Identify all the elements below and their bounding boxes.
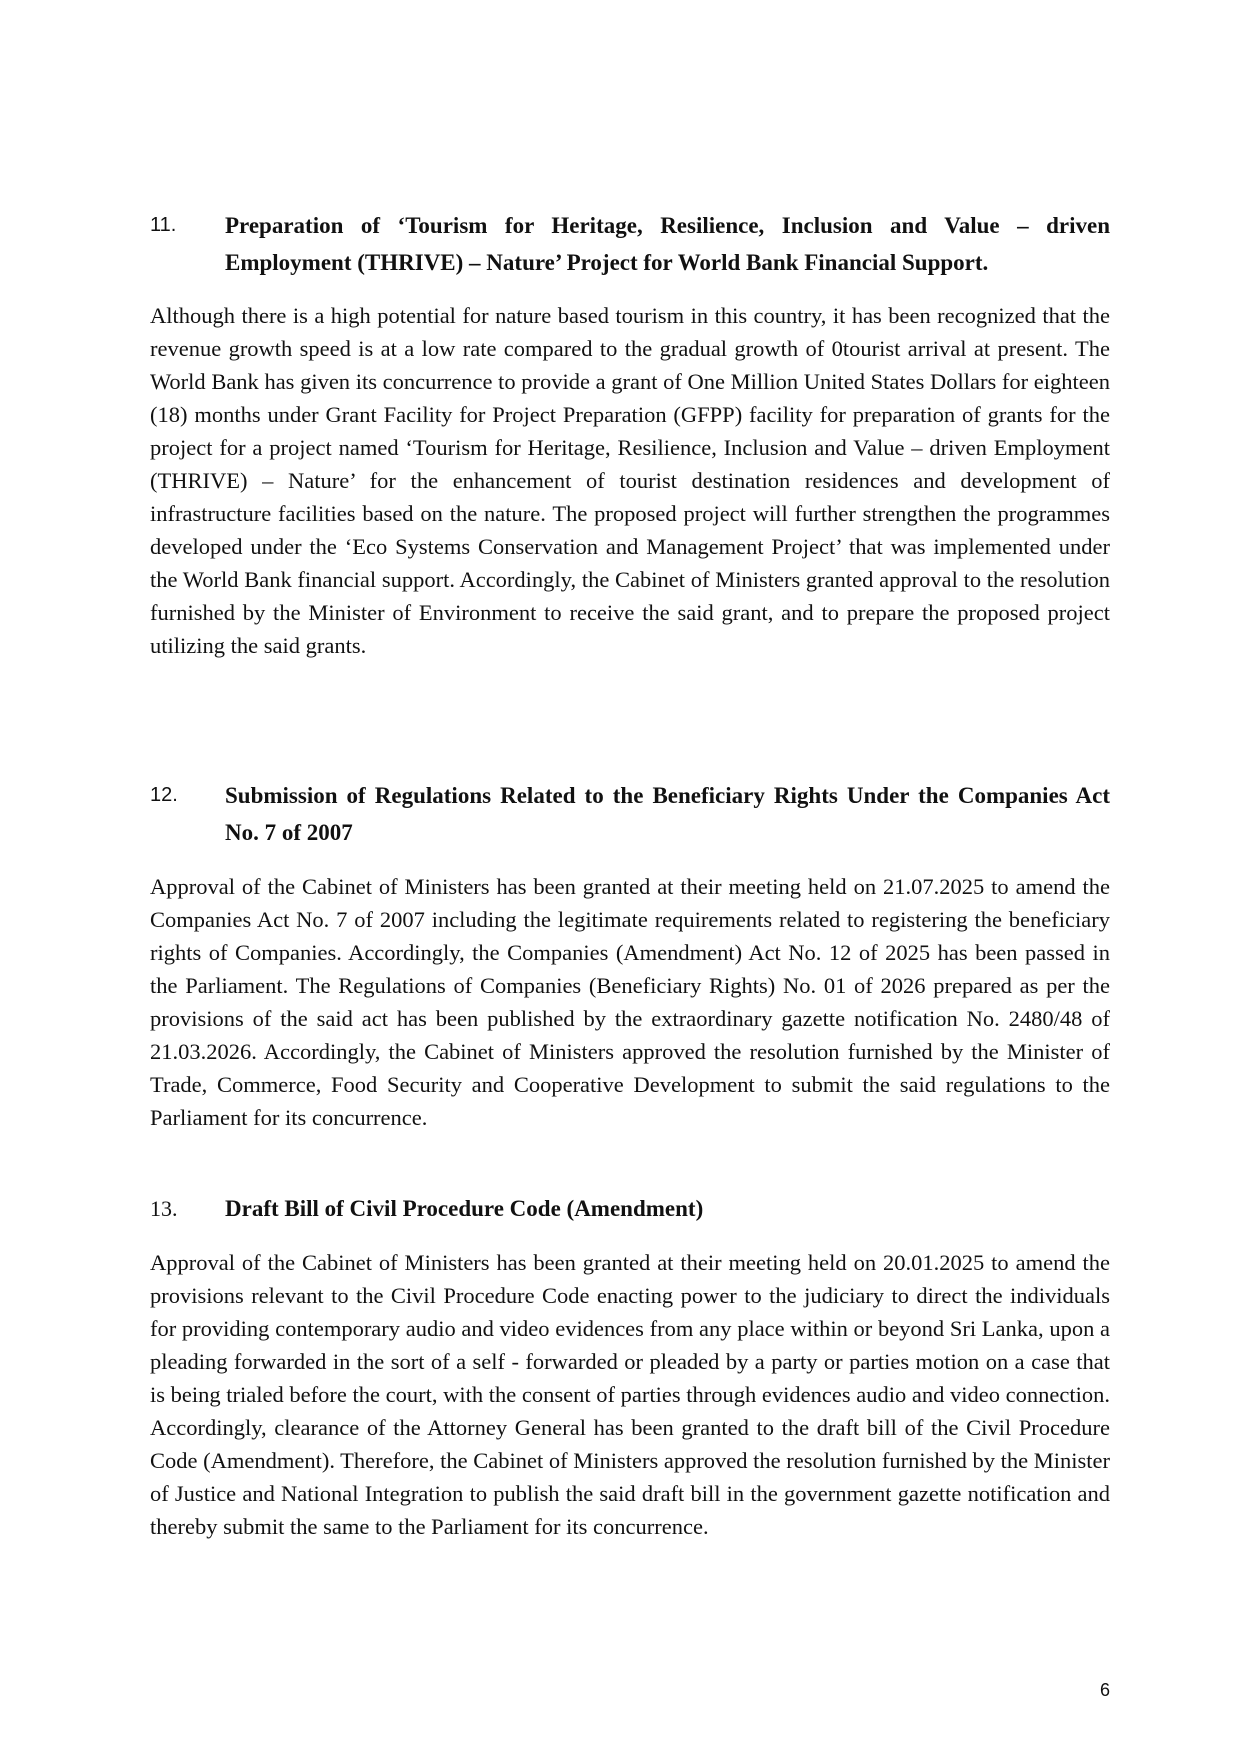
section-11-title: Preparation of ‘Tourism for Heritage, Resilience, Inclusion and Value – driven Employment (THRIVE) – Nature’ Project for World Bank Financial Support. (225, 213, 1110, 275)
section-11-number: 11. (150, 214, 177, 236)
section-12-number: 12. (150, 784, 178, 806)
section-12-heading (150, 777, 1110, 851)
section-13-number: 13. (150, 1196, 178, 1221)
section-13-heading (150, 1190, 1110, 1227)
section-13-body: Approval of the Cabinet of Ministers has been granted at their meeting held on 20.01.2025 to amend the provisions relevant to the Civil Procedure Code enacting power to the judiciary to direct the individuals for providing contemporary audio and video evidences from any place within or beyond Sri Lanka, upon a pleading forwarded in the sort of a self - forwarded or pleaded by a party or parties motion on a case that is being trialed before the court, with the consent of parties through evidences audio and video connection. Accordingly, clearance of the Attorney General has been granted to the draft bill of the Civil Procedure Code (Amendment). Therefore, the Cabinet of Ministers approved the resolution furnished by the Minister of Justice and National Integration to publish the said draft bill in the government gazette notification and thereby submit the same to the Parliament for its concurrence. (150, 1250, 1110, 1539)
section-12-body: Approval of the Cabinet of Ministers has been granted at their meeting held on 21.07.2025 to amend the Companies Act No. 7 of 2007 including the legitimate requirements related to registering the beneficiary rights of Companies. Accordingly, the Companies (Amendment) Act No. 12 of 2025 has been passed in the Parliament. The Regulations of Companies (Beneficiary Rights) No. 01 of 2026 prepared as per the provisions of the said act has been published by the extraordinary gazette notification No. 2480/48 of 21.03.2026. Accordingly, the Cabinet of Ministers approved the resolution furnished by the Minister of Trade, Commerce, Food Security and Cooperative Development to submit the said regulations to the Parliament for its concurrence. (150, 874, 1110, 1130)
section-11-heading (150, 207, 1110, 281)
section-11-body: Although there is a high potential for nature based tourism in this country, it has been recognized that the revenue growth speed is at a low rate compared to the gradual growth of 0tourist arrival at present. The World Bank has given its concurrence to provide a grant of One Million United States Dollars for eighteen (18) months under Grant Facility for Project Preparation (GFPP) facility for preparation of grants for the project for a project named ‘Tourism for Heritage, Resilience, Inclusion and Value – driven Employment (THRIVE) – Nature’ for the enhancement of tourist destination residences and development of infrastructure facilities based on the nature. The proposed project will further strengthen the programmes developed under the ‘Eco Systems Conservation and Management Project’ that was implemented under the World Bank financial support. Accordingly, the Cabinet of Ministers granted approval to the resolution furnished by the Minister of Environment to receive the said grant, and to prepare the proposed project utilizing the said grants. (150, 303, 1110, 658)
section-13-title: Draft Bill of Civil Procedure Code (Amendment) (225, 1196, 704, 1221)
page-number: 6 (1099, 1680, 1110, 1700)
section-12-title: Submission of Regulations Related to the Beneficiary Rights Under the Companies Act No. 7 of 2007 (225, 783, 1110, 845)
